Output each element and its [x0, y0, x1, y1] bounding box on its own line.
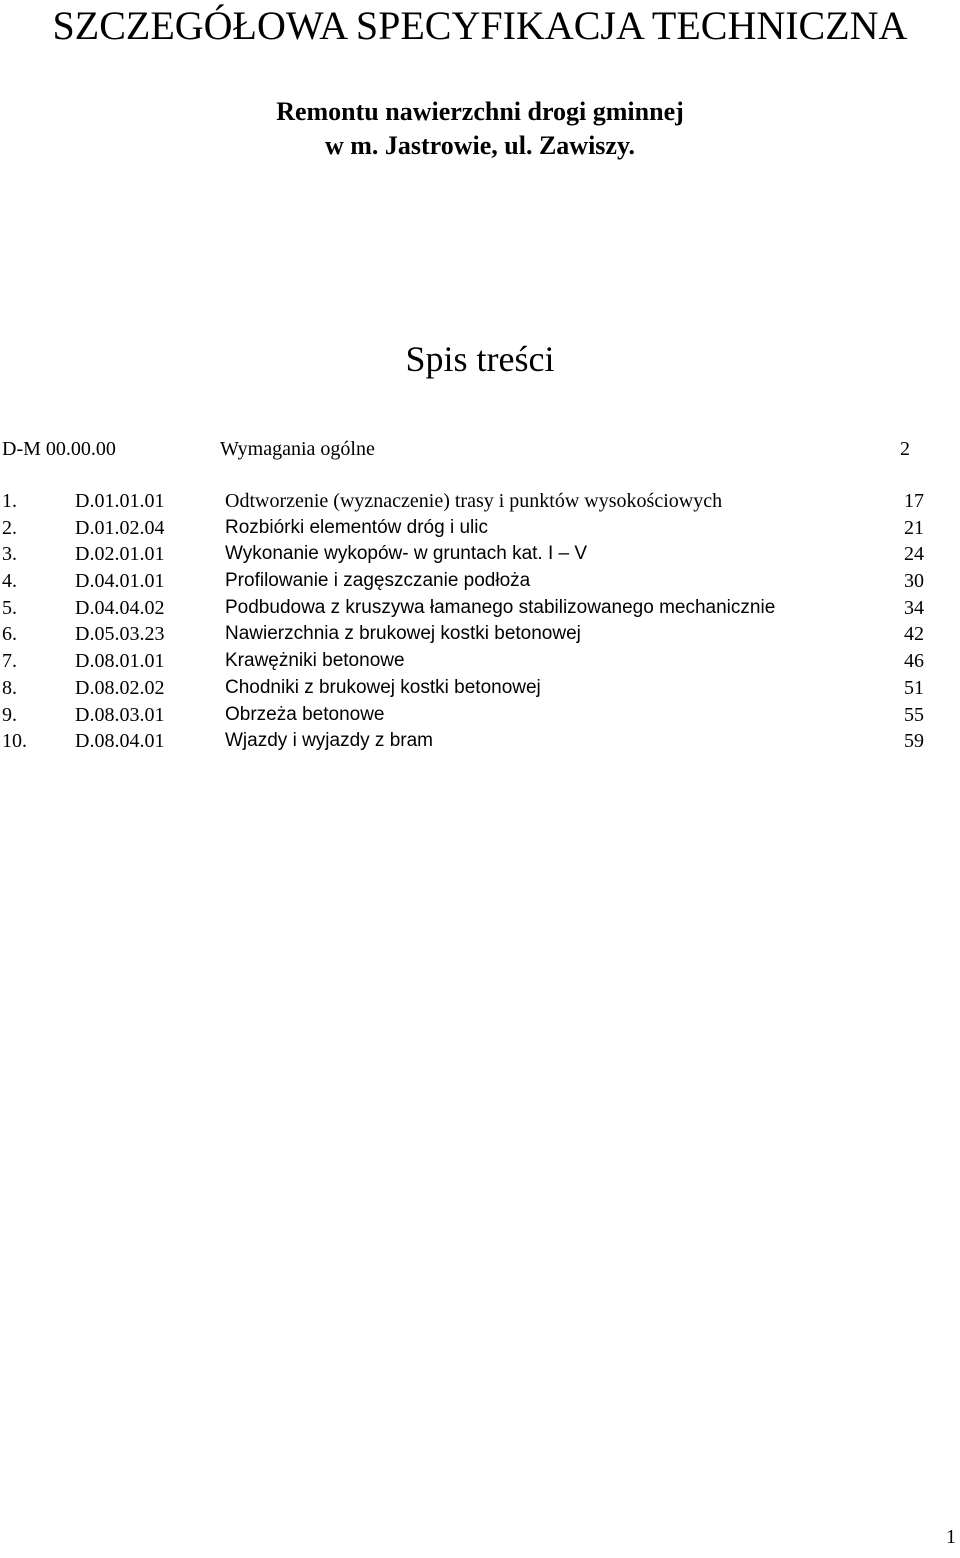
toc-general-entry	[0, 436, 960, 462]
document-subtitle-line1: Remontu nawierzchni drogi gminnej	[276, 97, 684, 126]
toc-list	[0, 488, 960, 755]
toc-entry	[0, 702, 960, 729]
toc-entry-page: 34	[904, 596, 924, 619]
toc-entry-number: 1.	[2, 490, 17, 512]
toc-entry-number: 10.	[2, 730, 27, 753]
toc-entry-page: 51	[904, 676, 924, 699]
toc-entry-code: D.04.01.01	[75, 570, 165, 593]
toc-entry-page: 46	[904, 650, 924, 673]
toc-entry-code: D.08.04.01	[75, 730, 165, 753]
toc-entry	[0, 648, 960, 675]
toc-entry	[0, 675, 960, 702]
toc-entry	[0, 621, 960, 648]
toc-entry	[0, 515, 960, 542]
toc-entry-page: 30	[904, 570, 924, 593]
toc-entry-title: Odtworzenie (wyznaczenie) trasy i punktów wysokościowych	[225, 490, 723, 512]
toc-entry-title: Wykonanie wykopów- w gruntach kat. I – V	[225, 543, 588, 565]
toc-entry-page: 42	[904, 623, 924, 646]
toc-entry-page: 21	[904, 516, 924, 539]
toc-general-title: Wymagania ogólne	[220, 438, 375, 460]
toc-entry-number: 9.	[2, 703, 17, 726]
toc-heading: Spis treści	[405, 339, 555, 379]
toc-entry-title: Podbudowa z kruszywa łamanego stabilizowanego mechanicznie	[225, 596, 776, 618]
toc-entry-number: 8.	[2, 676, 17, 699]
toc-entry-code: D.05.03.23	[75, 623, 165, 646]
toc-entry-number: 7.	[2, 650, 17, 673]
toc-entry	[0, 728, 960, 755]
document-subtitle-line2: w m. Jastrowie, ul. Zawiszy.	[324, 131, 636, 160]
toc-entry-title: Profilowanie i zagęszczanie podłoża	[225, 570, 531, 592]
toc-entry-code: D.08.01.01	[75, 650, 165, 673]
toc-entry-code: D.02.01.01	[75, 543, 165, 566]
toc-entry-code: D.04.04.02	[75, 596, 165, 619]
toc-entry-title: Chodniki z brukowej kostki betonowej	[225, 676, 541, 698]
toc-entry-page: 59	[904, 730, 924, 753]
toc-entry	[0, 488, 960, 515]
toc-entry-number: 2.	[2, 516, 17, 539]
toc-entry-page: 17	[904, 490, 924, 512]
toc-entry-page: 55	[904, 703, 924, 726]
toc-entry-title: Rozbiórki elementów dróg i ulic	[225, 516, 488, 538]
toc-entry-number: 6.	[2, 623, 17, 646]
document-title: SZCZEGÓŁOWA SPECYFIKACJA TECHNICZNA	[52, 3, 908, 48]
toc-entry-page: 24	[904, 543, 924, 566]
toc-entry	[0, 568, 960, 595]
toc-entry-title: Wjazdy i wyjazdy z bram	[225, 730, 433, 752]
toc-general-page: 2	[900, 438, 910, 460]
toc-entry-code: D.01.01.01	[75, 490, 165, 512]
toc-entry-title: Obrzeża betonowe	[225, 703, 385, 725]
toc-entry	[0, 595, 960, 622]
toc-entry-number: 5.	[2, 596, 17, 619]
toc-entry-number: 3.	[2, 543, 17, 566]
page-number: 1	[946, 1526, 956, 1548]
toc-entry-code: D.01.02.04	[75, 516, 165, 539]
toc-general-code: D-M 00.00.00	[2, 438, 116, 460]
toc-entry-title: Nawierzchnia z brukowej kostki betonowej	[225, 623, 581, 645]
toc-entry-number: 4.	[2, 570, 17, 593]
toc-entry	[0, 541, 960, 568]
toc-entry-code: D.08.03.01	[75, 703, 165, 726]
toc-entry-title: Krawężniki betonowe	[225, 650, 405, 672]
toc-entry-code: D.08.02.02	[75, 676, 165, 699]
